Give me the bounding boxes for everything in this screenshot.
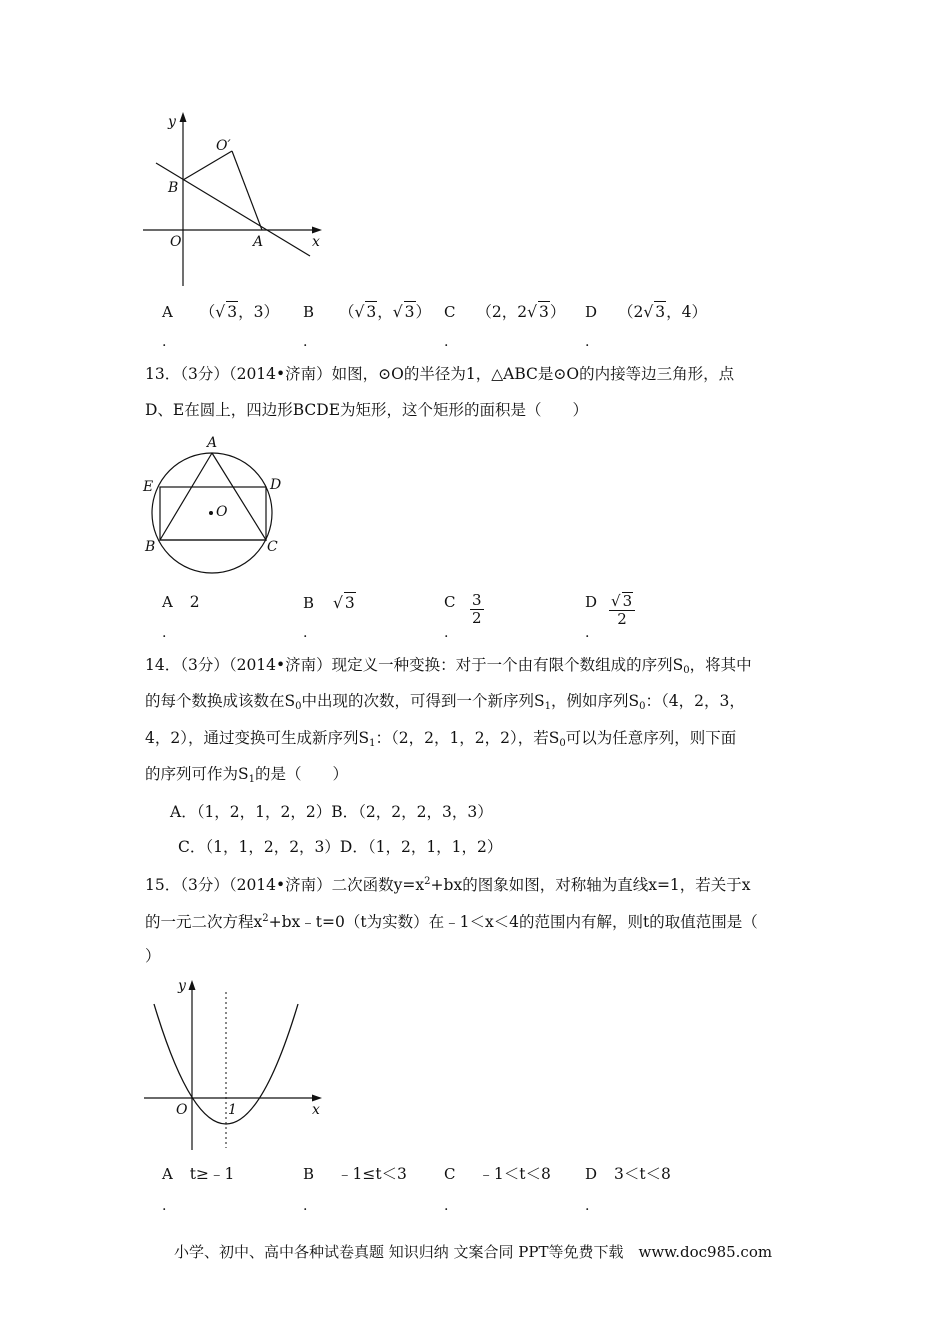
q13-option-b[interactable] [303, 592, 356, 613]
q15-option-c[interactable]: C ﹣1＜t＜8 [444, 1165, 551, 1183]
q15-y-label: y [178, 978, 186, 994]
option-letter: D [585, 593, 598, 611]
sqrt-expression: √ 3 [354, 303, 377, 321]
q12-b-label: B [168, 180, 179, 196]
q14-options-ab[interactable]: A．（1，2，1，2，2）B．（2，2，2，3，3） [170, 803, 493, 821]
q12-option-d[interactable]: D （2√ 3，4） [585, 303, 707, 321]
option-letter: D [585, 1165, 598, 1183]
option-letter: A [162, 303, 173, 321]
q13-e-label: E [143, 479, 154, 495]
sqrt-expression: √ 3 [643, 303, 666, 321]
q13-option-c-fraction: $\frac{3}{2}$ [472, 591, 482, 627]
q13-b-label: B [145, 539, 156, 555]
option-dot: . [303, 1198, 308, 1214]
option-letter: C [444, 1165, 456, 1183]
q15-o-label: O [176, 1102, 188, 1118]
q15-line-1: 15．（3分）（2014•济南）二次函数$y=x^2+bx$的图象如图，对称轴为直线x=1，若关于x [145, 876, 751, 894]
q13-line-2: D、E在圆上，四边形BCDE为矩形，这个矩形的面积是（ ） [145, 401, 589, 419]
q13-c-label: C [267, 539, 278, 555]
q14-line-1: 14．（3分）（2014•济南）现定义一种变换：对于一个由有限个数组成的序列$S_0$，将其中 [145, 656, 752, 676]
sqrt-expression: √ 3 [392, 303, 415, 321]
q15-option-b[interactable]: B ﹣1≤t＜3 [303, 1165, 407, 1183]
q14-line-4: 的序列可作为$S_1$的是（ ） [145, 765, 349, 785]
q14-line-2: 的每个数换成该数在$S_0$中出现的次数，可得到一个新序列$S_1$，例如序列$S_0$：（4，2，3， [145, 692, 745, 712]
q15-one-label: 1 [228, 1102, 237, 1118]
q13-d-label: D [270, 477, 282, 493]
page-footer: 小学、初中、高中各种试卷真题 知识归纳 文案合同 PPT等免费下载 www.doc985.com [174, 1243, 773, 1261]
q12-coordinate-figure [140, 108, 330, 290]
option-dot: . [162, 1198, 167, 1214]
q15-option-a[interactable]: A t≥﹣1 [162, 1165, 235, 1183]
q13-option-a[interactable]: A 2 [162, 593, 200, 611]
q13-a-label: A [207, 435, 218, 451]
option-dot: . [444, 334, 449, 350]
q12-option-a[interactable]: A （√ 3，3） [162, 303, 279, 321]
option-dot: . [162, 625, 167, 641]
option-letter: B [303, 594, 315, 612]
q13-option-d[interactable] [585, 592, 597, 612]
q15-line-3: ） [145, 947, 161, 965]
q15-option-d[interactable]: D 3＜t＜8 [585, 1165, 671, 1183]
option-dot: . [585, 625, 590, 641]
option-dot: . [585, 334, 590, 350]
q14-line-3: 4，2），通过变换可生成新序列$S_1$：（2，2，1，2，2），若$S_0$可以为任意序列，则下面 [145, 729, 737, 749]
q12-option-b[interactable]: B （√ 3，√ 3） [303, 303, 432, 321]
q13-line-1: 13．（3分）（2014•济南）如图，⊙O的半径为1，△ABC是⊙O的内接等边三角形，点 [145, 365, 735, 383]
option-letter: A [162, 593, 173, 611]
option-dot: . [585, 1198, 590, 1214]
q13-o-label: O [216, 504, 228, 520]
option-dot: . [303, 625, 308, 641]
q12-oprime-label: O′ [216, 138, 231, 154]
q12-y-label: y [168, 114, 176, 130]
sqrt-expression: √ 3 [215, 303, 238, 321]
option-dot: . [303, 334, 308, 350]
q14-options-cd[interactable]: C．（1，1，2，2，3）D．（1，2，1，1，2） [178, 838, 503, 856]
option-letter: C [444, 593, 456, 611]
sqrt-expression: √ 3 [332, 594, 355, 612]
q15-line-2: 的一元二次方程$x^2+bx﹣t=0(t$为实数）在﹣1＜x＜4的范围内有解，则t的取值范围是（ [145, 913, 758, 931]
option-dot: . [444, 625, 449, 641]
option-letter: B [303, 1165, 315, 1183]
q15-parabola-figure [140, 974, 330, 1154]
option-letter: D [585, 303, 598, 321]
q13-circle-figure [140, 434, 290, 579]
q12-a-label: A [253, 234, 264, 250]
q12-o-label: O [170, 234, 182, 250]
sqrt-expression: √ 3 [527, 303, 549, 321]
option-letter: A [162, 1165, 173, 1183]
q12-x-label: x [312, 234, 320, 250]
q15-x-label: x [312, 1102, 320, 1118]
q12-option-c[interactable]: C （2，2√ 3） [444, 303, 566, 321]
q13-option-c[interactable] [444, 592, 455, 612]
option-dot: . [162, 334, 167, 350]
option-letter: C [444, 303, 456, 321]
option-dot: . [444, 1198, 449, 1214]
option-letter: B [303, 303, 315, 321]
q13-option-d-fraction: $\frac{√ 3}{2}$ [609, 592, 635, 628]
